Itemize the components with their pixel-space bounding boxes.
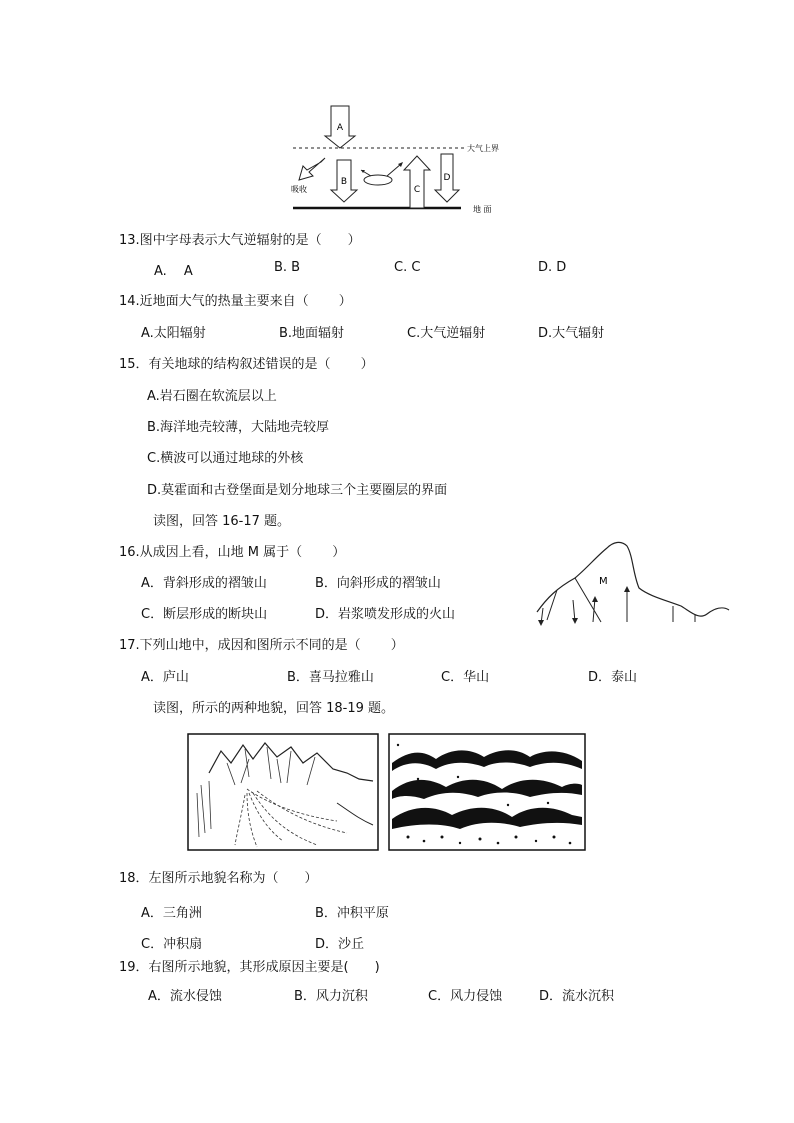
q16-stem: 16.从成因上看，山地 M 属于（ ） [119, 545, 346, 560]
q15-option-b: B.海洋地壳较薄，大陆地壳较厚 [147, 420, 330, 435]
uplift-arrowhead [624, 586, 630, 592]
alluvial-fan-image [187, 733, 379, 851]
q17-option-d: D．泰山 [588, 670, 638, 685]
cloud-icon [364, 175, 392, 185]
fault-line [575, 578, 601, 622]
q16-option-a: A．背斜形成的褶皱山 [141, 576, 267, 591]
q13-option-a: A. A [154, 264, 193, 279]
q18-option-b: B．冲积平原 [315, 906, 389, 921]
q18-option-d: D．沙丘 [315, 937, 365, 952]
intro-16-17: 读图，回答 16-17 题。 [153, 514, 291, 529]
ground-label: 地 面 [473, 205, 492, 214]
q19-option-a: A．流水侵蚀 [148, 989, 222, 1004]
q15-stem: 15．有关地球的结构叙述错误的是（ ） [119, 357, 374, 372]
alluvial-fan-frame [188, 734, 378, 850]
q17-option-c: C．华山 [441, 670, 490, 685]
q17-option-a: A．庐山 [141, 670, 189, 685]
q13-stem: 13.图中字母表示大气逆辐射的是（ ） [119, 233, 361, 248]
arrow-c [404, 156, 430, 208]
q15-option-d: D.莫霍面和古登堡面是划分地球三个主要圈层的界面 [147, 483, 448, 498]
atmosphere-top-label: 大气上界 [467, 144, 499, 153]
q18-option-a: A．三角洲 [141, 906, 202, 921]
arrow-a-label: A [336, 123, 344, 133]
q16-option-c: C．断层形成的断块山 [141, 607, 268, 622]
mountain-m-label: M [599, 576, 608, 587]
arrow-c-label: C [413, 185, 421, 195]
absorb-label: 吸收 [291, 185, 307, 194]
subside-arrowhead [572, 618, 578, 624]
q14-stem: 14.近地面大气的热量主要来自（ ） [119, 294, 352, 309]
q13-option-b: B. B [274, 260, 301, 275]
intro-18-19: 读图，所示的两种地貌，回答 18-19 题。 [153, 701, 395, 716]
sand-dunes-image [388, 733, 586, 851]
q14-option-a: A.太阳辐射 [141, 326, 206, 341]
q15-option-c: C.横波可以通过地球的外核 [147, 451, 304, 466]
q19-stem: 19．右图所示地貌，其形成原因主要是( ) [119, 960, 380, 975]
subside-arrowhead-2 [538, 620, 544, 626]
q19-option-b: B．风力沉积 [294, 989, 368, 1004]
uplift-arrowhead-2 [592, 596, 598, 602]
arrow-b-label: B [340, 177, 348, 187]
q14-option-c: C.大气逆辐射 [407, 326, 486, 341]
q18-option-c: C．冲积扇 [141, 937, 203, 952]
q13-option-d: D. D [538, 260, 567, 275]
q16-option-b: B．向斜形成的褶皱山 [315, 576, 441, 591]
q14-option-d: D.大气辐射 [538, 326, 605, 341]
fault-block-mountain-diagram [535, 538, 735, 628]
mountain-outline [537, 542, 729, 616]
absorb-arrow [299, 158, 325, 180]
q16-option-d: D．岩浆喷发形成的火山 [315, 607, 456, 622]
q19-option-c: C．风力侵蚀 [428, 989, 503, 1004]
q14-option-b: B.地面辐射 [279, 326, 345, 341]
scatter-arrow-right [387, 164, 401, 176]
arrow-d-label: D [443, 173, 451, 183]
q17-option-b: B．喜马拉雅山 [287, 670, 374, 685]
q15-option-a: A.岩石圈在软流层以上 [147, 389, 277, 404]
atmosphere-radiation-diagram [285, 100, 515, 220]
q17-stem: 17.下列山地中，成因和图所示不同的是（ ） [119, 638, 404, 653]
q13-option-c: C. C [394, 260, 421, 275]
q19-option-d: D．流水沉积 [539, 989, 615, 1004]
q18-stem: 18．左图所示地貌名称为（ ） [119, 871, 318, 886]
